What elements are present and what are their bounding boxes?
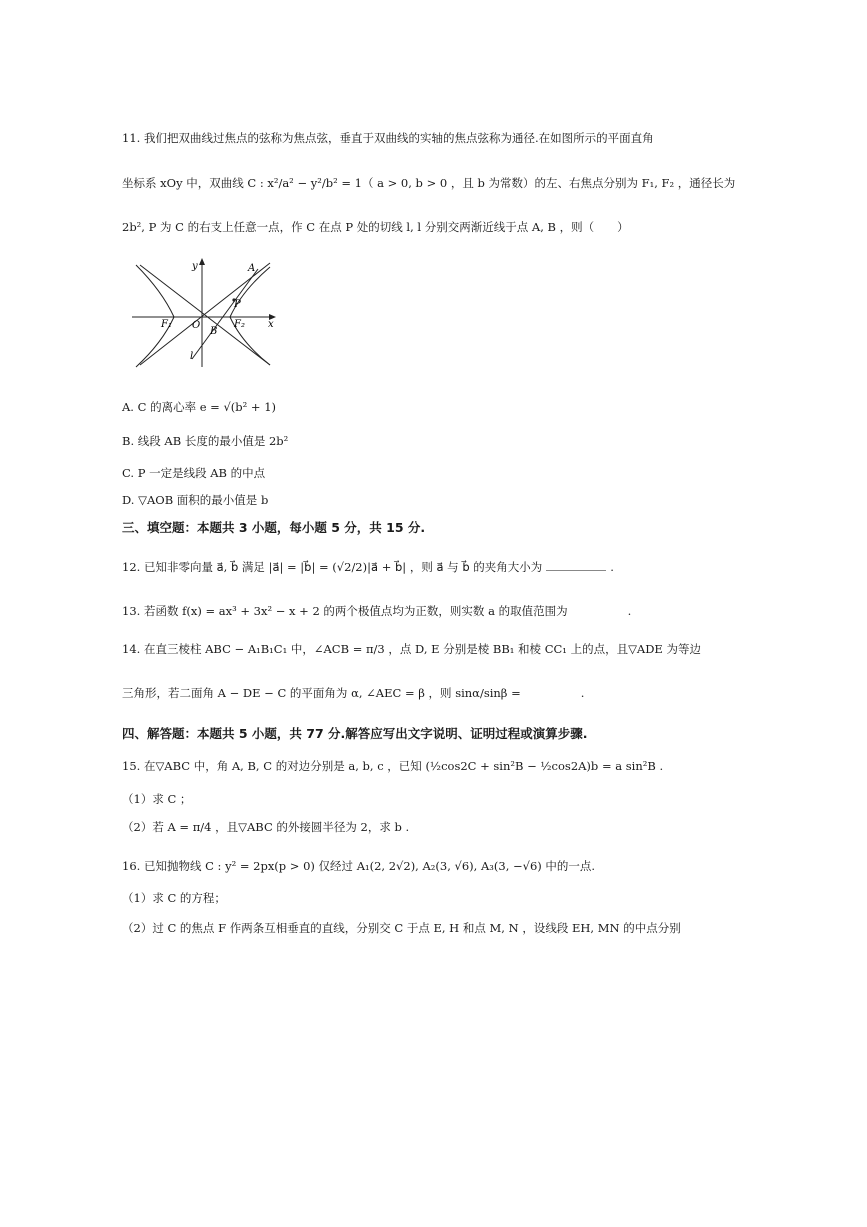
label-y: y (192, 261, 198, 272)
q11-option-c: C. P 一定是线段 AB 的中点 (122, 466, 266, 480)
q11-line2: 坐标系 xOy 中，双曲线 C : x²/a² − y²/b² = 1（ a > 0, b > 0 ，且 b 为常数）的左、右焦点分别为 F₁, F₂ ，通径长为 (122, 176, 736, 190)
label-o: O (192, 320, 201, 331)
label-p: P (234, 299, 241, 310)
q12-answer-blank[interactable] (546, 560, 606, 571)
q14-line2-text: 三角形，若二面角 A − DE − C 的平面角为 α, ∠AEC = β ，则 sinα/sinβ = (122, 686, 521, 700)
section3-heading: 三、填空题：本题共 3 小题，每小题 5 分，共 15 分. (122, 520, 426, 535)
q15-part2: （2）若 A = π/4 ，且▽ABC 的外接圆半径为 2，求 b . (122, 820, 410, 834)
hyperbola-right-branch (230, 267, 270, 365)
label-b: B (210, 326, 218, 337)
q14-line2: 三角形，若二面角 A − DE − C 的平面角为 α, ∠AEC = β ，则 sinα/sinβ = . (122, 686, 585, 700)
q12-line: 12. 已知非零向量 a⃗, b⃗ 满足 |a⃗| = |b⃗| = (√2/2)|a⃗ + b⃗| ，则 a⃗ 与 b⃗ 的夹角大小为 . (122, 560, 614, 574)
q16-part2: （2）过 C 的焦点 F 作两条互相垂直的直线，分别交 C 于点 E, H 和点 M, N ，设线段 EH, MN 的中点分别 (122, 921, 681, 935)
label-a: A (248, 263, 256, 274)
q13-text: 13. 若函数 f(x) = ax³ + 3x² − x + 2 的两个极值点均为正数，则实数 a 的取值范围为 (122, 604, 568, 618)
q15-line1: 15. 在▽ABC 中，角 A, B, C 的对边分别是 a, b, c ，已知 (½cos2C + sin²B − ½cos2A)b = a sin²B . (122, 759, 664, 773)
q16-line1: 16. 已知抛物线 C : y² = 2px(p > 0) 仅经过 A₁(2, 2√2), A₂(3, √6), A₃(3, −√6) 中的一点. (122, 859, 596, 873)
q13-line: 13. 若函数 f(x) = ax³ + 3x² − x + 2 的两个极值点均为正数，则实数 a 的取值范围为 . (122, 604, 632, 618)
label-f1: F₁ (161, 319, 172, 330)
hyperbola-figure (130, 255, 280, 370)
q11-line3: 2b², P 为 C 的右支上任意一点，作 C 在点 P 处的切线 l, l 分别交两渐近线于点 A, B ，则（ ） (122, 220, 629, 234)
label-l: l (190, 351, 194, 362)
hyperbola-left-branch (136, 265, 174, 367)
y-axis-arrow (199, 258, 205, 265)
label-f2: F₂ (234, 319, 245, 330)
q14-line1: 14. 在直三棱柱 ABC − A₁B₁C₁ 中，∠ACB = π/3 ，点 D, E 分别是棱 BB₁ 和棱 CC₁ 上的点，且▽ADE 为等边 (122, 642, 701, 656)
q16-part1: （1）求 C 的方程； (122, 891, 226, 905)
q11-line1: 11. 我们把双曲线过焦点的弦称为焦点弦，垂直于双曲线的实轴的焦点弦称为通径.在如图所示的平面直角 (122, 131, 654, 145)
q11-option-d: D. ▽AOB 面积的最小值是 b (122, 493, 269, 507)
q11-option-a: A. C 的离心率 e = √(b² + 1) (122, 400, 277, 414)
q15-part1: （1）求 C ； (122, 792, 192, 806)
q11-option-b: B. 线段 AB 长度的最小值是 2b² (122, 434, 289, 448)
q12-text: 12. 已知非零向量 a⃗, b⃗ 满足 |a⃗| = |b⃗| = (√2/2)|a⃗ + b⃗| ，则 a⃗ 与 b⃗ 的夹角大小为 (122, 560, 543, 574)
label-x: x (268, 319, 274, 330)
section4-heading: 四、解答题：本题共 5 小题，共 77 分.解答应写出文字说明、证明过程或演算步骤. (122, 726, 588, 741)
